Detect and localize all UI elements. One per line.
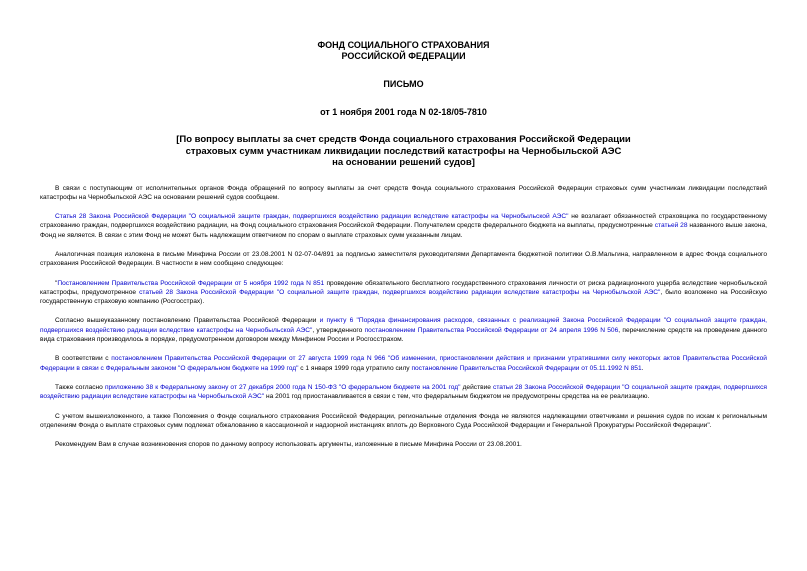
- body-paragraph: [40, 279, 767, 307]
- legal-reference-link[interactable]: статьи 28 Закона Российской Федерации "О социальной защите граждан, подвергшихся воздействию радиации вследствие катастрофы на Чернобыльской АЭС": [40, 383, 767, 401]
- paragraph-text: с 1 января 1999 года утратило силу: [298, 364, 412, 372]
- paragraph-text: Рекомендуем Вам в случае возникновения споров по данному вопросу использовать аргументы, изложенные в письме Минфина России от 23.08.2001.: [55, 441, 522, 449]
- body-paragraph: [40, 354, 767, 373]
- paragraph-text: Согласно вышеуказанному постановлению Правительства Российской Федерации: [55, 317, 320, 325]
- document-body: [40, 184, 767, 450]
- document-subject-line2: страховых сумм участникам ликвидации последствий катастрофы на Чернобыльской АЭС: [185, 145, 622, 157]
- paragraph-text: , перечисление средств на проведение данного вида страхования производилось в порядке, предусмотренном договором между Минфином России и Росгосстрахом.: [40, 326, 768, 344]
- paragraph-text: проведение обязательного бесплатного государственного страхования личности от риска радиационного ущерба вследствие чернобыльской катастрофы, предусмотренное: [40, 279, 767, 296]
- legal-reference-link[interactable]: приложению 38 к Федеральному закону от 27 декабря 2000 года N 150-ФЗ "О федеральном бюджете на 2001 год": [104, 383, 461, 391]
- paragraph-text: Также согласно: [55, 383, 105, 391]
- paragraph-text: названного выше закона, Фонд не является. В связи с этим Фонд не может быть надлежащим ответчиком по спорам о выплате страховых сумм указанным лицам.: [40, 222, 767, 239]
- body-paragraph: [40, 212, 767, 240]
- legal-reference-link[interactable]: Постановлением Правительства Российской Федерации от 5 ноября 1992 года N 851: [57, 279, 325, 287]
- paragraph-text: В связи с поступающим от исполнительных органов Фонда обращений по вопросу выплаты за счет средств Фонда социального страхования Российской Федерации страховых сумм участникам ликвидации последствий катастрофы на Чернобыльской АЭС на основании решений судов сообщаем.: [40, 184, 767, 201]
- paragraph-text: , утвержденного: [312, 326, 365, 334]
- legal-reference-link[interactable]: статьей 28: [654, 222, 688, 230]
- document-number: от 1 ноября 2001 года N 02-18/05-7810: [320, 107, 487, 117]
- body-paragraph: [40, 316, 767, 344]
- legal-reference-link[interactable]: постановлением Правительства Российской Федерации от 24 апреля 1996 N 506: [364, 326, 619, 334]
- document-type: ПИСЬМО: [383, 79, 424, 89]
- paragraph-text: С учетом вышеизложенного, а также Положения о Фонде социального страхования Российской Федерации, региональные отделения Фонда не являются надлежащими ответчиками и решения судов по искам к региональным отделениям Фонда о выплате страховых сумм подлежат обжалованию в кассационной и надзорной инстанциях вплоть до Верховного Суда Российской Федерации и Генеральной Прокуратуры Российской Федерации".: [40, 412, 767, 429]
- paragraph-text: .: [641, 364, 644, 372]
- paragraph-text: на 2001 год приостанавливается в связи с тем, что федеральным бюджетом не предусмотрены средства на ее реализацию.: [264, 393, 650, 401]
- legal-reference-link[interactable]: и пункту 6 "Порядка финансирования расходов, связанных с реализацией Закона Российской Федерации "О социальной защите граждан, подвергшихся воздействию радиации вследствие катастрофы на Чернобыльской АЭС": [40, 317, 768, 334]
- paragraph-text: Аналогичная позиция изложена в письме Минфина России от 23.08.2001 N 02-07-04/891 за подписью заместителя руководителями Департамента бюджетной политики О.В.Мальгина, направленном в адрес Фонда социального страхования Российской Федерации. В частности в нем сообщено следующее:: [40, 250, 767, 268]
- body-paragraph: [40, 184, 767, 203]
- organization-name-line2: РОССИЙСКОЙ ФЕДЕРАЦИИ: [341, 51, 466, 61]
- document-subject-line3: на основании решений судов]: [332, 157, 475, 168]
- legal-reference-link[interactable]: Статья 28 Закона Российской Федерации "О социальной защите граждан, подвергшихся воздействию радиации вследствие катастрофы на Чернобыльской АЭС": [55, 213, 569, 221]
- legal-reference-link[interactable]: постановлением Правительства Российской Федерации от 27 августа 1999 года N 966 "Об изменении, приостановлении действия и признании утратившими силу некоторых актов Правительства Российской Федерации в связи с Федеральным законом "О федеральном бюджете на 1999 год": [40, 355, 767, 372]
- paragraph-text: ": [55, 279, 58, 287]
- organization-name-line1: ФОНД СОЦИАЛЬНОГО СТРАХОВАНИЯ: [317, 40, 490, 50]
- organization-name: [40, 0, 767, 62]
- paragraph-text: действие: [460, 383, 494, 391]
- document-subject-line1: [По вопросу выплаты за счет средств Фонда социального страхования Российской Федерации: [176, 134, 631, 145]
- body-paragraph: [40, 440, 767, 449]
- document-subject: [40, 134, 767, 169]
- body-paragraph: [40, 383, 767, 402]
- legal-reference-link[interactable]: статьей 28 Закона Российской Федерации "О социальной защите граждан, подвергшихся воздействию радиации вследствие катастрофы на Чернобыльской АЭС": [139, 288, 661, 296]
- body-paragraph: [40, 412, 767, 431]
- paragraph-text: В соответствии с: [55, 355, 112, 363]
- body-paragraph: [40, 250, 767, 269]
- paragraph-text: не возлагает обязанностей страховщика по государственному страхованию граждан, подвергшихся воздействию радиации, на Фонд социального страхования Российской Федерации. Получателем средств федерального бюджета на выплаты, предусмотренные: [40, 213, 767, 230]
- paragraph-text: , было возложено на Российскую государственную страховую компанию (Росгосстрах).: [40, 288, 767, 306]
- legal-reference-link[interactable]: постановление Правительства Российской Федерации от 05.11.1992 N 851: [411, 364, 642, 372]
